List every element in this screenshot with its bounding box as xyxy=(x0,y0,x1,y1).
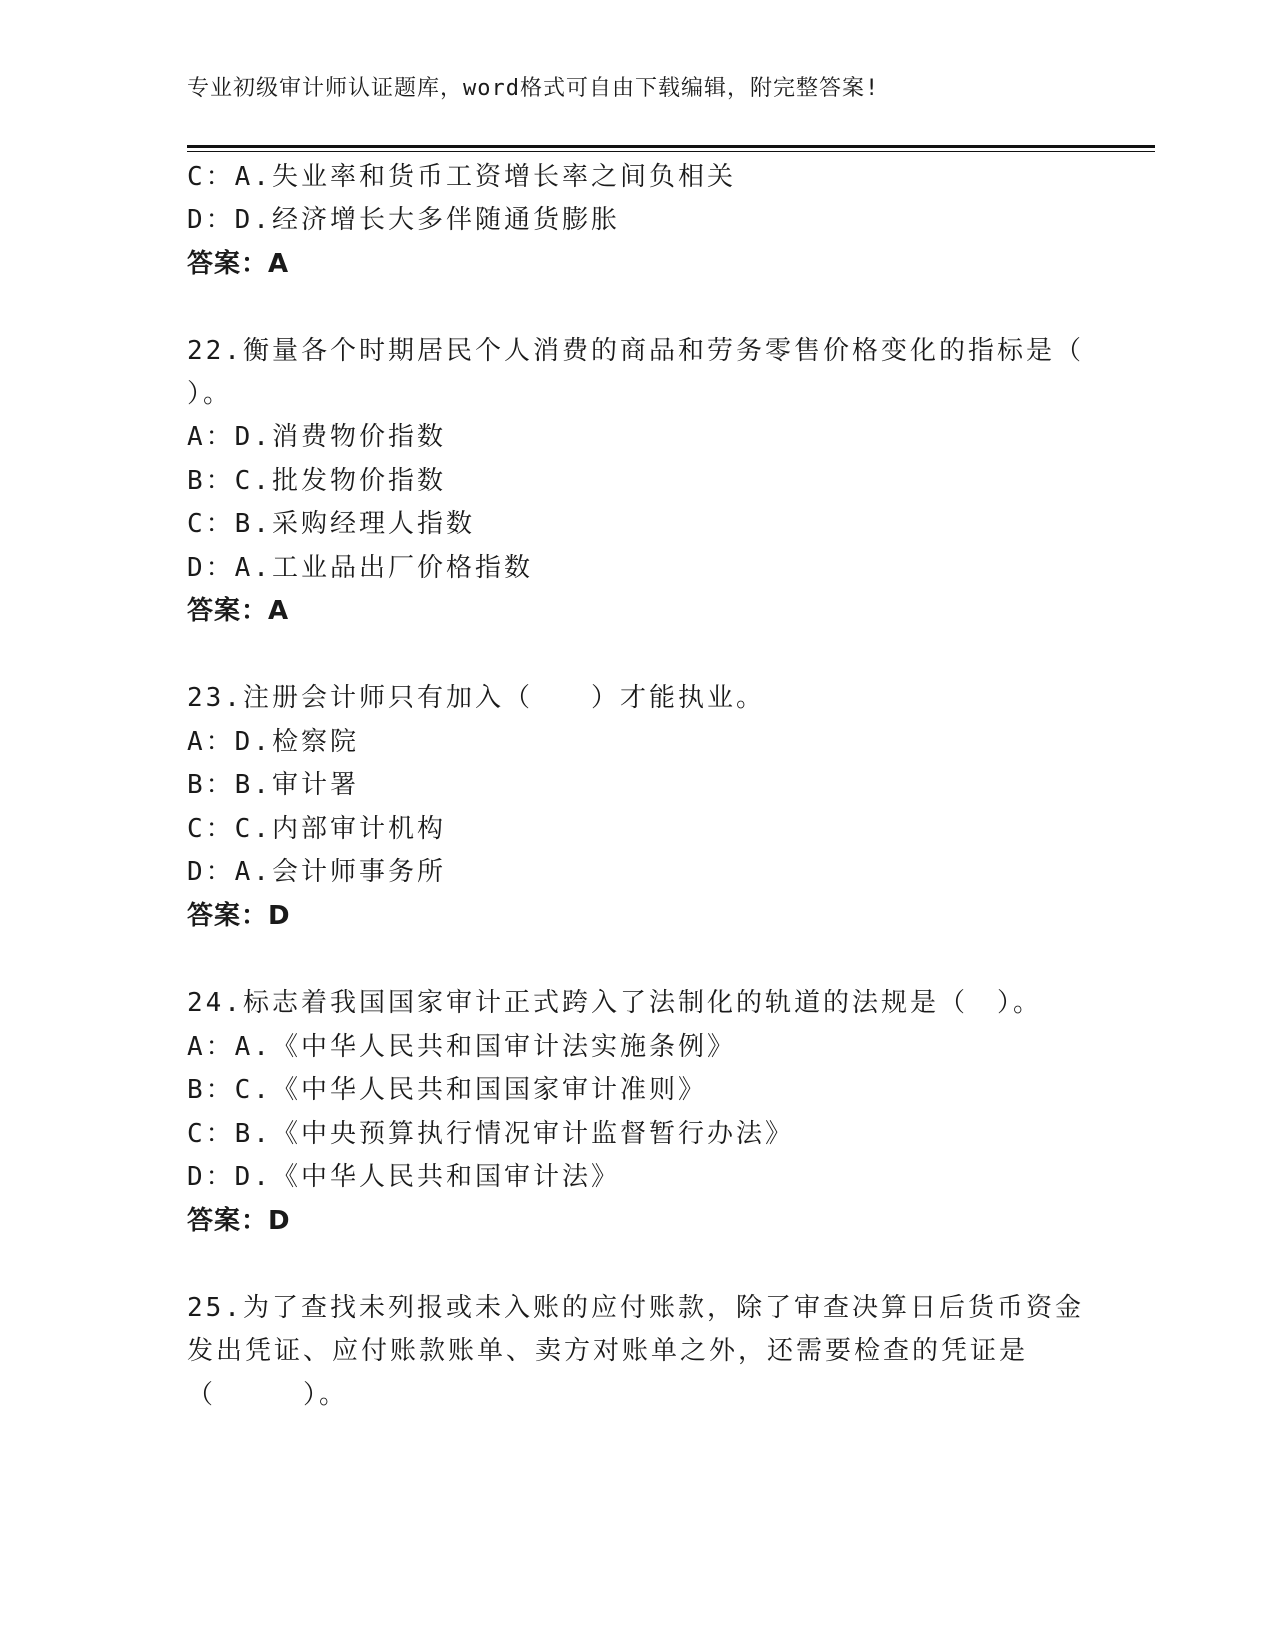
q24-option-b: B：C.《中华人民共和国国家审计准则》 xyxy=(187,1075,707,1105)
q23-answer: 答案：D xyxy=(187,901,291,931)
q25-stem-line1: 25.为了查找未列报或未入账的应付账款，除了审查决算日后货币资金 xyxy=(187,1293,1084,1323)
q21-option-c: C：A.失业率和货币工资增长率之间负相关 xyxy=(187,162,736,192)
q22-stem-line1: 22.衡量各个时期居民个人消费的商品和劳务零售价格变化的指标是（ xyxy=(187,336,1084,366)
q23-stem-line1: 23.注册会计师只有加入（ ）才能执业。 xyxy=(187,683,765,713)
q25-stem-line3: （ ）。 xyxy=(187,1380,349,1410)
q24-stem-line1: 24.标志着我国国家审计正式跨入了法制化的轨道的法规是（ ）。 xyxy=(187,988,1042,1018)
q22-option-b: B：C.批发物价指数 xyxy=(187,466,446,496)
q21-option-d: D：D.经济增长大多伴随通货膨胀 xyxy=(187,205,620,235)
q21-answer: 答案：A xyxy=(187,249,290,279)
q23-option-a: A：D.检察院 xyxy=(187,727,359,757)
q23-option-c: C：C.内部审计机构 xyxy=(187,814,446,844)
q25-stem-line2: 发出凭证、应付账款账单、卖方对账单之外，还需要检查的凭证是 xyxy=(187,1336,1029,1366)
q22-answer: 答案：A xyxy=(187,596,290,626)
header-rule-thin xyxy=(187,151,1155,152)
q22-option-d: D：A.工业品出厂价格指数 xyxy=(187,553,533,583)
q22-option-c: C：B.采购经理人指数 xyxy=(187,509,475,539)
q24-option-d: D：D.《中华人民共和国审计法》 xyxy=(187,1162,620,1192)
header-rule-thick xyxy=(187,145,1155,148)
q24-answer: 答案：D xyxy=(187,1206,291,1236)
q22-stem-line2: ）。 xyxy=(187,379,233,409)
q22-option-a: A：D.消费物价指数 xyxy=(187,422,446,452)
q24-option-c: C：B.《中央预算执行情况审计监督暂行办法》 xyxy=(187,1119,794,1149)
q24-option-a: A：A.《中华人民共和国审计法实施条例》 xyxy=(187,1032,736,1062)
q23-option-b: B：B.审计署 xyxy=(187,770,359,800)
q23-option-d: D：A.会计师事务所 xyxy=(187,857,446,887)
page-header: 专业初级审计师认证题库，word格式可自由下载编辑，附完整答案! xyxy=(187,76,880,101)
